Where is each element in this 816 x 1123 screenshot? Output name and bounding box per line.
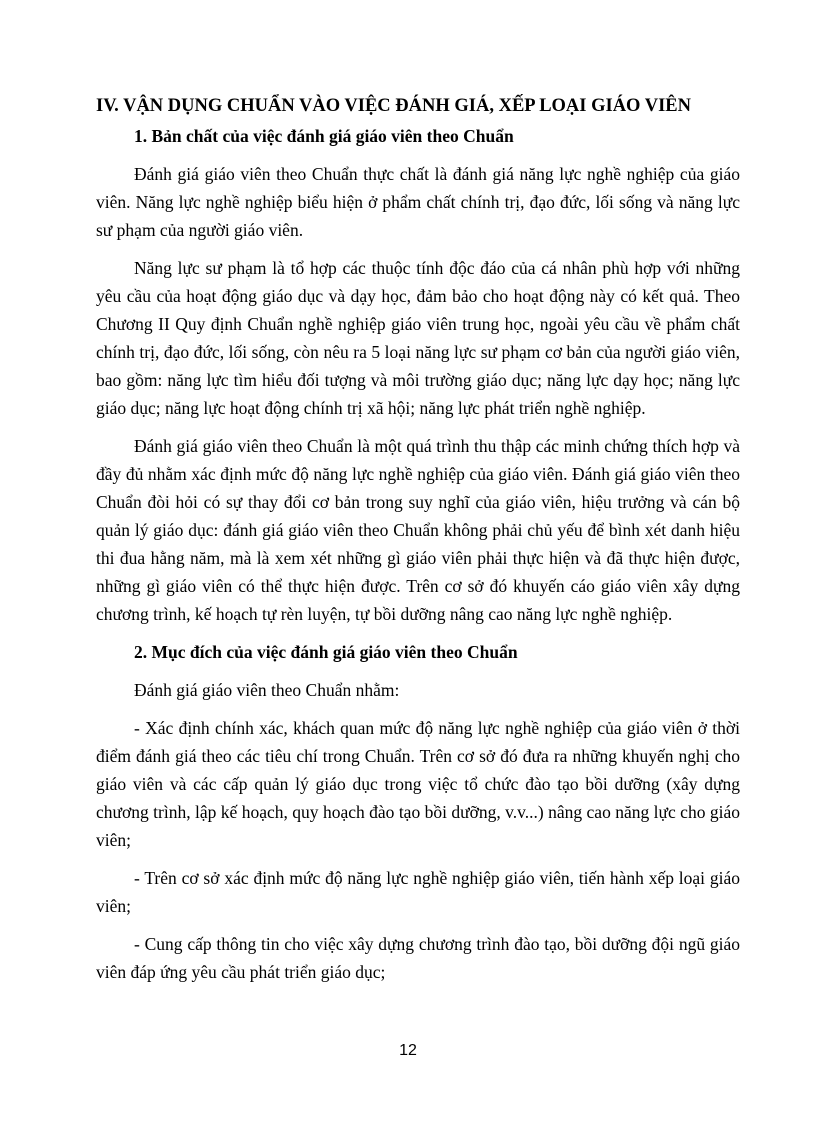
paragraph: Năng lực sư phạm là tổ hợp các thuộc tính độc đáo của cá nhân phù hợp với những yêu cầu của hoạt động giáo dục và dạy học, đảm bảo cho hoạt động này có kết quả. Theo Chương II Quy định Chuẩn nghề nghiệp giáo viên trung học, ngoài yêu cầu về phẩm chất chính trị, đạo đức, lối sống, còn nêu ra 5 loại năng lực sư phạm cơ bản của người giáo viên, bao gồm: năng lực tìm hiểu đối tượng và môi trường giáo dục; năng lực dạy học; năng lực giáo dục; năng lực hoạt động chính trị xã hội; năng lực phát triển nghề nghiệp. — [96, 258, 740, 418]
bullet-paragraph: - Xác định chính xác, khách quan mức độ năng lực nghề nghiệp của giáo viên ở thời điểm đánh giá theo các tiêu chí trong Chuẩn. Trên cơ sở đó đưa ra những khuyến nghị cho giáo viên và các cấp quản lý giáo dục trong việc tổ chức đào tạo bồi dưỡng (xây dựng chương trình, lập kế hoạch, quy hoạch đào tạo bồi dưỡng, v.v...) nâng cao năng lực cho giáo viên; — [96, 718, 740, 850]
paragraph: Đánh giá giáo viên theo Chuẩn là một quá trình thu thập các minh chứng thích hợp và đầy đủ nhằm xác định mức độ năng lực nghề nghiệp của giáo viên. Đánh giá giáo viên theo Chuẩn đòi hỏi có sự thay đổi cơ bản trong suy nghĩ của giáo viên, hiệu trưởng và cán bộ quản lý giáo dục: đánh giá giáo viên theo Chuẩn không phải chủ yếu để bình xét danh hiệu thi đua hằng năm, mà là xem xét những gì giáo viên phải thực hiện và đã thực hiện được, những gì giáo viên có thể thực hiện được. Trên cơ sở đó khuyến cáo giáo viên xây dựng chương trình, kế hoạch tự rèn luyện, tự bồi dưỡng nâng cao năng lực nghề nghiệp. — [96, 436, 740, 624]
paragraph: Đánh giá giáo viên theo Chuẩn nhằm: — [134, 680, 400, 700]
paragraph: Đánh giá giáo viên theo Chuẩn thực chất là đánh giá năng lực nghề nghiệp của giáo viên. Năng lực nghề nghiệp biểu hiện ở phẩm chất chính trị, đạo đức, lối sống và năng lực sư phạm của người giáo viên. — [96, 164, 740, 240]
section-heading: IV. VẬN DỤNG CHUẨN VÀO VIỆC ĐÁNH GIÁ, XẾP LOẠI GIÁO VIÊN — [96, 96, 691, 116]
subsection-1-heading: 1. Bản chất của việc đánh giá giáo viên theo Chuẩn — [134, 126, 514, 146]
bullet-paragraph: - Cung cấp thông tin cho việc xây dựng chương trình đào tạo, bồi dưỡng đội ngũ giáo viên đáp ứng yêu cầu phát triển giáo dục; — [96, 934, 740, 982]
bullet-paragraph: - Trên cơ sở xác định mức độ năng lực nghề nghiệp giáo viên, tiến hành xếp loại giáo viên; — [96, 868, 740, 916]
document-page — [96, 92, 740, 996]
page-number: 12 — [399, 1042, 417, 1059]
subsection-2-heading: 2. Mục đích của việc đánh giá giáo viên theo Chuẩn — [134, 642, 518, 662]
